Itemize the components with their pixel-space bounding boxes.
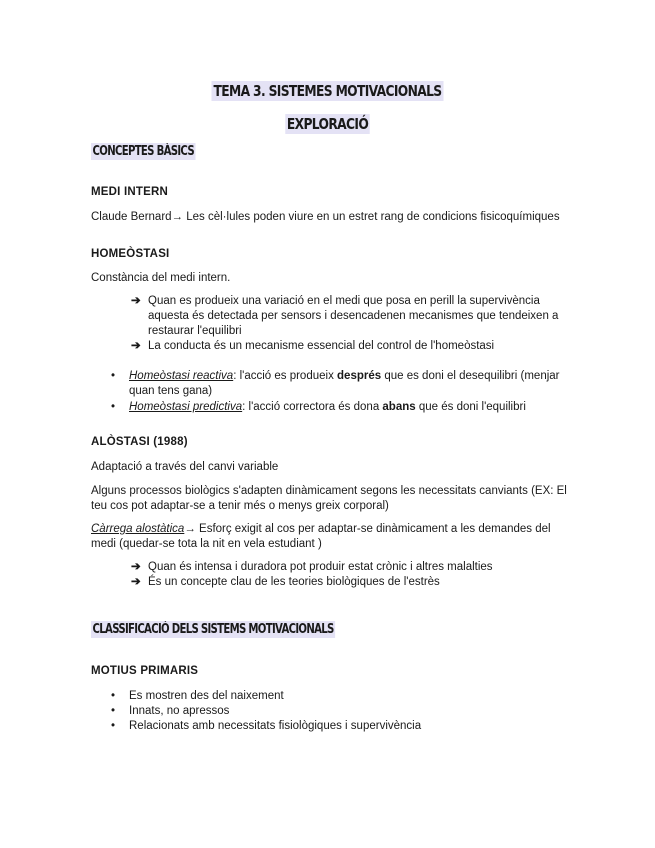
homeostasi-bullet-item: • Homeòstasi reactiva: l'acció es produeix després que es doni el desequilibri (menjar quan tens gana) bbox=[111, 370, 560, 397]
heading-medi-intern: MEDI INTERN bbox=[91, 186, 168, 198]
motius-bullet-item: • Relacionats amb necessitats fisiològiques i supervivència bbox=[111, 720, 422, 732]
section-heading-classificacio: CLASSIFICACIÓ DELS SISTEMS MOTIVACIONALS bbox=[92, 622, 334, 637]
document-subtitle: EXPLORACIÓ bbox=[286, 115, 369, 133]
term-homeostasi-reactiva: Homeòstasi reactiva bbox=[129, 370, 234, 382]
heading-homeostasi: HOMEÒSTASI bbox=[91, 248, 170, 260]
arrow-icon: ➔ bbox=[131, 561, 141, 573]
alostasi-arrow-item: ➔ És un concepte clau de les teories biològiques de l'estrès bbox=[131, 576, 440, 588]
arrow-icon: ➔ bbox=[131, 295, 141, 307]
alostasi-text: Alguns processos biològics s'adapten dinàmicament segons les necessitats canviants (EX: El teu cos pot adaptar-se a tenir més o menys greix corporal) bbox=[91, 485, 567, 512]
alostasi-arrow-item: ➔ Quan és intensa i duradora pot produir estat crònic i altres malalties bbox=[131, 561, 493, 573]
homeostasi-bullet-item: • Homeòstasi predictiva: l'acció correctora és dona abans que és doni l'equilibri bbox=[111, 401, 526, 413]
homeostasi-arrow-item: ➔ Quan es produeix una variació en el medi que posa en perill la supervivència aquesta és detectada per sensors i desencadenen mecanismes que tendeixen a restaurar l'equilibri bbox=[131, 295, 559, 337]
arrow-icon: ➔ bbox=[131, 576, 141, 588]
heading-alostasi: ALÒSTASI (1988) bbox=[91, 436, 188, 448]
alostasi-text: Adaptació a través del canvi variable bbox=[91, 461, 279, 473]
motius-bullet-item: • Innats, no apressos bbox=[111, 705, 230, 717]
term-carrega-alostatica: Càrrega alostàtica bbox=[91, 523, 185, 535]
term-homeostasi-predictiva: Homeòstasi predictiva bbox=[129, 401, 243, 413]
heading-motius-primaris: MOTIUS PRIMARIS bbox=[91, 665, 199, 677]
bullet-icon: • bbox=[111, 401, 116, 413]
bullet-icon: • bbox=[111, 690, 116, 702]
homeostasi-arrow-item: ➔ La conducta és un mecanisme essencial del control de l'homeòstasi bbox=[131, 340, 495, 352]
homeostasi-text: Constància del medi intern. bbox=[91, 272, 231, 284]
medi-intern-text: Claude Bernard→ Les cèl·lules poden viure en un estret rang de condicions fisicoquímiques bbox=[91, 211, 560, 223]
document-title: TEMA 3. SISTEMES MOTIVACIONALS bbox=[213, 82, 442, 100]
section-heading-conceptes: CONCEPTES BÀSICS bbox=[92, 144, 194, 159]
arrow-icon: ➔ bbox=[131, 340, 141, 352]
bullet-icon: • bbox=[111, 705, 116, 717]
motius-bullet-item: • Es mostren des del naixement bbox=[111, 690, 284, 702]
bullet-icon: • bbox=[111, 720, 116, 732]
carrega-alostatica-text: Càrrega alostàtica→ Esforç exigit al cos per adaptar-se dinàmicament a les demandes del medi (quedar-se tota la nit en vela estudiant ) bbox=[91, 523, 551, 550]
bullet-icon: • bbox=[111, 370, 116, 382]
